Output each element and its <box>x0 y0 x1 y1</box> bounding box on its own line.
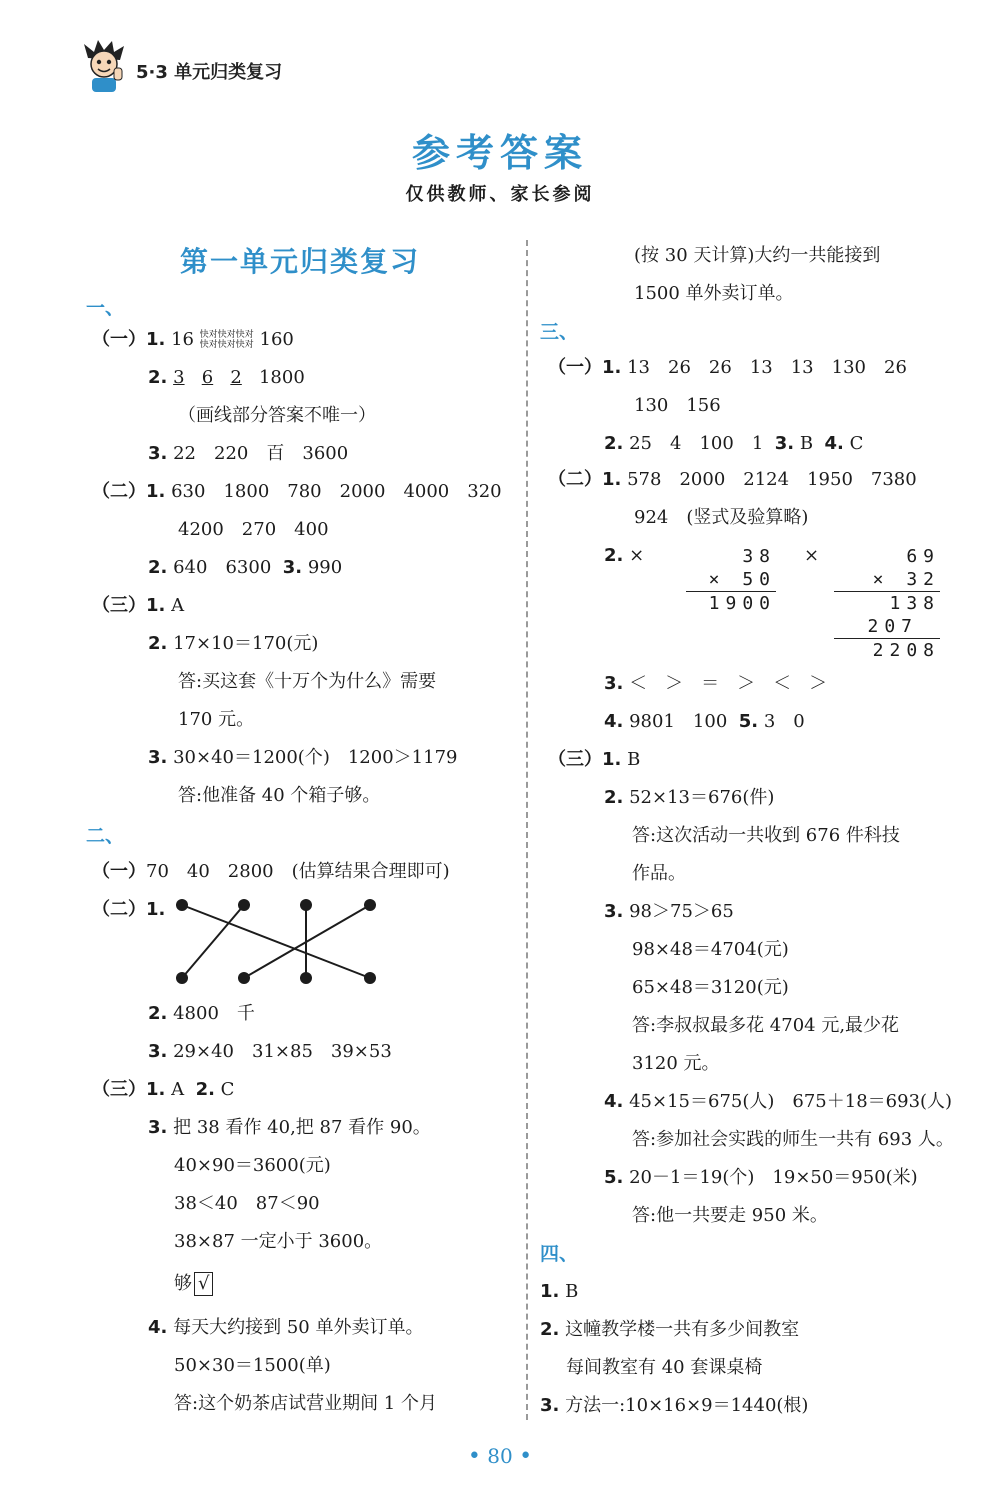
answer-line: 1. B <box>540 1281 579 1302</box>
answer-line: 答:这次活动一共收到 676 件科技 <box>632 825 900 846</box>
checkmark-box: √ <box>194 1272 213 1296</box>
answer-line: （三）1. A <box>92 595 185 616</box>
answer-note: （画线部分答案不唯一） <box>178 405 376 426</box>
match-dot <box>238 899 250 911</box>
match-dot <box>364 899 376 911</box>
answer-line: (按 30 天计算)大约一共能接到 <box>634 245 881 266</box>
answer-line: 答:他一共要走 950 米。 <box>632 1205 828 1226</box>
answer-line: 答:买这套《十万个为什么》需要 <box>178 671 437 692</box>
answer-line: 5. 20－1＝19(个) 19×50＝950(米) <box>604 1167 918 1188</box>
answer-line: （一）1. 13 26 26 13 13 130 26 <box>548 357 907 378</box>
answer-line: 4. 45×15＝675(人) 675＋18＝693(人) <box>604 1091 953 1112</box>
answer-line: 3. 30×40＝1200(个) 1200＞1179 <box>148 747 458 768</box>
answer-line: 3. 29×40 31×85 39×53 <box>148 1041 392 1062</box>
answer-line: （二）1. 630 1800 780 2000 4000 320 <box>92 481 502 502</box>
answer-line: 924 (竖式及验算略) <box>634 507 809 528</box>
answer-line: 每间教室有 40 套课桌椅 <box>566 1357 763 1378</box>
answer-line: 答:李叔叔最多花 4704 元,最少花 <box>632 1015 900 1036</box>
answer-line: （一）1. 16 快对快对快对 快对快对快对 160 <box>92 329 294 350</box>
answer-line: 答:这个奶茶店试营业期间 1 个月 <box>174 1393 437 1414</box>
match-dot <box>364 972 376 984</box>
answer-line: （二）1. <box>92 899 166 920</box>
column-divider <box>526 240 528 1420</box>
tiny-watermark-text: 快对快对快对 快对快对快对 <box>199 330 254 350</box>
answer-line: 2. 这幢教学楼一共有多少间教室 <box>540 1319 800 1340</box>
answer-line: 作品。 <box>632 863 686 884</box>
answer-line: 2. × <box>604 545 645 566</box>
answer-line: 2. 640 6300 3. 990 <box>148 557 343 578</box>
answer-line: （三）1. B <box>548 749 641 770</box>
answer-line: 98×48＝4704(元) <box>632 939 789 960</box>
answer-line: 130 156 <box>634 395 721 416</box>
answer-line: （三）1. A 2. C <box>92 1079 235 1100</box>
match-dot <box>300 972 312 984</box>
vertical-multiplication-1: 38 × 50 1900 <box>686 545 776 615</box>
answer-line: 够 √ <box>174 1272 213 1296</box>
answer-line: 38×87 一定小于 3600。 <box>174 1231 383 1252</box>
match-dot <box>238 972 250 984</box>
answer-line: 3. 方法一:10×16×9＝1440(根) <box>540 1395 809 1416</box>
answer-line: 1500 单外卖订单。 <box>634 283 794 304</box>
answer-line: （二）1. 578 2000 2124 1950 7380 <box>548 469 917 490</box>
matching-lines-diagram <box>170 890 390 990</box>
answer-line: 4. 每天大约接到 50 单外卖订单。 <box>148 1317 424 1338</box>
answer-line: 2. 4800 千 <box>148 1003 255 1024</box>
answer-line: 4200 270 400 <box>178 519 329 540</box>
answer-line: 38＜40 87＜90 <box>174 1193 320 1214</box>
dot-icon: • <box>467 1444 481 1469</box>
section-two-heading: 二、 <box>86 825 125 847</box>
page-number: • 80 • <box>467 1444 533 1469</box>
answer-line: 65×48＝3120(元) <box>632 977 789 998</box>
match-dot <box>176 972 188 984</box>
answer-line: 2. 3 6 2 1800 <box>148 367 305 388</box>
page-title: 参考答案 <box>411 131 588 175</box>
answer-line: 3. 把 38 看作 40,把 87 看作 90。 <box>148 1117 431 1138</box>
answer-line: 2. 25 4 100 1 3. B 4. C <box>604 433 864 454</box>
dot-icon: • <box>519 1444 533 1469</box>
section-three-heading: 三、 <box>540 321 579 343</box>
answer-mark: × <box>804 545 820 566</box>
answer-line: 50×30＝1500(单) <box>174 1355 331 1376</box>
section-four-heading: 四、 <box>540 1243 579 1265</box>
match-dot <box>176 899 188 911</box>
answer-line: 4. 9801 100 5. 3 0 <box>604 711 805 732</box>
mascot-logo-icon <box>80 38 128 94</box>
answer-line: 3. 98＞75＞65 <box>604 901 734 922</box>
answer-line: 3120 元。 <box>632 1053 720 1074</box>
answer-line: 40×90＝3600(元) <box>174 1155 331 1176</box>
unit-title: 第一单元归类复习 <box>179 245 420 278</box>
vertical-multiplication-2: 69 × 32 138 207 2208 <box>834 545 940 662</box>
answer-line: （一）70 40 2800 (估算结果合理即可) <box>92 861 450 882</box>
answer-line: 答:参加社会实践的师生一共有 693 人。 <box>632 1129 954 1150</box>
page-subtitle: 仅供教师、家长参阅 <box>405 184 595 205</box>
answer-line: 2. 52×13＝676(件) <box>604 787 775 808</box>
answer-line: 2. 17×10＝170(元) <box>148 633 319 654</box>
section-one-heading: 一、 <box>86 297 125 319</box>
answer-line: 170 元。 <box>178 709 255 730</box>
answer-line: 3. 22 220 百 3600 <box>148 443 349 464</box>
match-dot <box>300 899 312 911</box>
answer-line: 答:他准备 40 个箱子够。 <box>178 785 381 806</box>
series-title: 5·3 单元归类复习 <box>136 62 283 83</box>
answer-line: 3. ＜ ＞ ＝ ＞ ＜ ＞ <box>604 673 828 694</box>
